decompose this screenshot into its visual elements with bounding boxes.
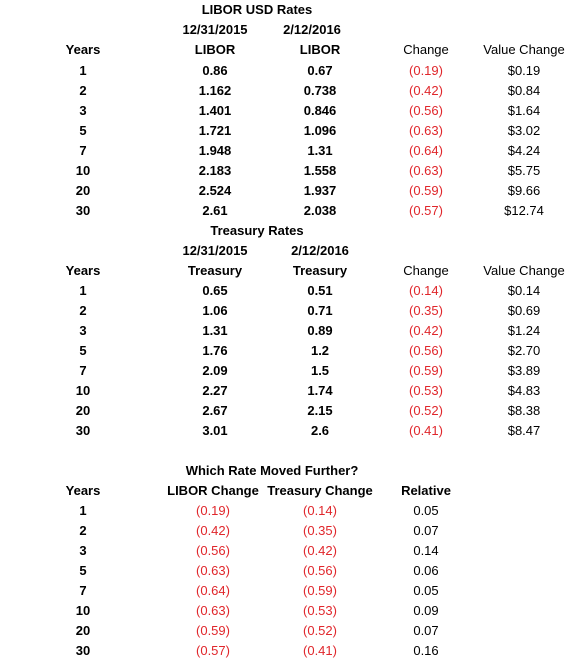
libor-change-cell: (0.63) xyxy=(196,563,230,578)
change-cell: (0.57) xyxy=(409,203,443,218)
libor-change-cell: (0.59) xyxy=(196,623,230,638)
libor-header-col1: LIBOR xyxy=(194,42,236,57)
change-cell: (0.19) xyxy=(409,63,443,78)
libor-12-31-cell: 1.948 xyxy=(198,143,232,158)
change-cell: (0.52) xyxy=(409,403,443,418)
change-cell: (0.63) xyxy=(409,163,443,178)
years-cell: 10 xyxy=(75,603,91,618)
libor-2-12-cell: 2.038 xyxy=(303,203,337,218)
years-cell: 3 xyxy=(79,103,87,118)
relative-cell: 0.07 xyxy=(413,623,439,638)
treasury-2-12-cell: 0.71 xyxy=(307,303,333,318)
treasury-2-12-cell: 2.6 xyxy=(310,423,330,438)
change-cell: (0.53) xyxy=(409,383,443,398)
value-change-cell: $1.64 xyxy=(507,103,541,118)
value-change-cell: $0.84 xyxy=(507,83,541,98)
libor-date1: 12/31/2015 xyxy=(182,22,248,37)
libor-date2: 2/12/2016 xyxy=(283,22,341,37)
comparison-header-libor-change: LIBOR Change xyxy=(167,483,259,498)
years-cell: 30 xyxy=(75,203,91,218)
change-cell: (0.59) xyxy=(409,363,443,378)
treasury-12-31-cell: 2.27 xyxy=(202,383,228,398)
relative-cell: 0.06 xyxy=(413,563,439,578)
relative-cell: 0.05 xyxy=(413,583,439,598)
value-change-cell: $4.24 xyxy=(507,143,541,158)
change-cell: (0.42) xyxy=(409,83,443,98)
treasury-12-31-cell: 0.65 xyxy=(202,283,228,298)
libor-2-12-cell: 1.31 xyxy=(307,143,333,158)
years-cell: 1 xyxy=(79,503,87,518)
value-change-cell: $0.69 xyxy=(507,303,541,318)
libor-header-years: Years xyxy=(65,42,101,57)
comparison-header-years: Years xyxy=(65,483,101,498)
value-change-cell: $0.14 xyxy=(507,283,541,298)
value-change-cell: $0.19 xyxy=(507,63,541,78)
libor-2-12-cell: 0.846 xyxy=(303,103,337,118)
relative-cell: 0.07 xyxy=(413,523,439,538)
treasury-title: Treasury Rates xyxy=(210,223,304,238)
value-change-cell: $8.38 xyxy=(507,403,541,418)
treasury-change-cell: (0.52) xyxy=(303,623,337,638)
value-change-cell: $8.47 xyxy=(507,423,541,438)
treasury-change-cell: (0.53) xyxy=(303,603,337,618)
libor-2-12-cell: 0.67 xyxy=(307,63,333,78)
treasury-12-31-cell: 2.09 xyxy=(202,363,228,378)
libor-12-31-cell: 1.401 xyxy=(198,103,232,118)
treasury-header-change: Change xyxy=(403,263,449,278)
comparison-header-relative: Relative xyxy=(401,483,451,498)
treasury-change-cell: (0.41) xyxy=(303,643,337,658)
years-cell: 1 xyxy=(79,283,87,298)
treasury-header-col2: Treasury xyxy=(292,263,348,278)
years-cell: 30 xyxy=(75,643,91,658)
years-cell: 5 xyxy=(79,343,87,358)
treasury-change-cell: (0.35) xyxy=(303,523,337,538)
change-cell: (0.56) xyxy=(409,343,443,358)
treasury-header-years: Years xyxy=(65,263,101,278)
value-change-cell: $9.66 xyxy=(507,183,541,198)
relative-cell: 0.14 xyxy=(413,543,439,558)
value-change-cell: $3.89 xyxy=(507,363,541,378)
change-cell: (0.63) xyxy=(409,123,443,138)
years-cell: 3 xyxy=(79,543,87,558)
change-cell: (0.59) xyxy=(409,183,443,198)
libor-12-31-cell: 2.183 xyxy=(198,163,232,178)
libor-12-31-cell: 2.61 xyxy=(202,203,228,218)
libor-2-12-cell: 1.096 xyxy=(303,123,337,138)
years-cell: 20 xyxy=(75,403,91,418)
libor-change-cell: (0.56) xyxy=(196,543,230,558)
value-change-cell: $12.74 xyxy=(504,203,544,218)
years-cell: 7 xyxy=(79,363,87,378)
libor-12-31-cell: 2.524 xyxy=(198,183,232,198)
treasury-12-31-cell: 1.31 xyxy=(202,323,228,338)
treasury-12-31-cell: 1.76 xyxy=(202,343,228,358)
change-cell: (0.56) xyxy=(409,103,443,118)
treasury-2-12-cell: 0.89 xyxy=(307,323,333,338)
libor-header-col2: LIBOR xyxy=(299,42,341,57)
years-cell: 20 xyxy=(75,183,91,198)
treasury-2-12-cell: 2.15 xyxy=(307,403,333,418)
treasury-change-cell: (0.59) xyxy=(303,583,337,598)
libor-change-cell: (0.57) xyxy=(196,643,230,658)
years-cell: 3 xyxy=(79,323,87,338)
value-change-cell: $4.83 xyxy=(507,383,541,398)
treasury-12-31-cell: 3.01 xyxy=(202,423,228,438)
treasury-date1: 12/31/2015 xyxy=(182,243,248,258)
treasury-2-12-cell: 1.2 xyxy=(310,343,330,358)
libor-header-change: Change xyxy=(403,42,449,57)
years-cell: 5 xyxy=(79,563,87,578)
libor-change-cell: (0.42) xyxy=(196,523,230,538)
years-cell: 2 xyxy=(79,303,87,318)
libor-change-cell: (0.64) xyxy=(196,583,230,598)
relative-cell: 0.09 xyxy=(413,603,439,618)
change-cell: (0.42) xyxy=(409,323,443,338)
change-cell: (0.14) xyxy=(409,283,443,298)
years-cell: 20 xyxy=(75,623,91,638)
libor-12-31-cell: 0.86 xyxy=(202,63,228,78)
libor-header-value-change: Value Change xyxy=(483,42,565,57)
libor-2-12-cell: 1.937 xyxy=(303,183,337,198)
libor-2-12-cell: 0.738 xyxy=(303,83,337,98)
libor-title: LIBOR USD Rates xyxy=(201,2,313,17)
libor-12-31-cell: 1.162 xyxy=(198,83,232,98)
comparison-header-treasury-change: Treasury Change xyxy=(267,483,373,498)
value-change-cell: $3.02 xyxy=(507,123,541,138)
years-cell: 10 xyxy=(75,383,91,398)
years-cell: 2 xyxy=(79,523,87,538)
treasury-2-12-cell: 0.51 xyxy=(307,283,333,298)
years-cell: 10 xyxy=(75,163,91,178)
years-cell: 5 xyxy=(79,123,87,138)
relative-cell: 0.05 xyxy=(413,503,439,518)
change-cell: (0.35) xyxy=(409,303,443,318)
treasury-12-31-cell: 2.67 xyxy=(202,403,228,418)
treasury-2-12-cell: 1.5 xyxy=(310,363,330,378)
change-cell: (0.41) xyxy=(409,423,443,438)
libor-change-cell: (0.63) xyxy=(196,603,230,618)
treasury-change-cell: (0.56) xyxy=(303,563,337,578)
libor-change-cell: (0.19) xyxy=(196,503,230,518)
libor-2-12-cell: 1.558 xyxy=(303,163,337,178)
years-cell: 2 xyxy=(79,83,87,98)
treasury-12-31-cell: 1.06 xyxy=(202,303,228,318)
comparison-title: Which Rate Moved Further? xyxy=(185,463,359,478)
years-cell: 1 xyxy=(79,63,87,78)
years-cell: 30 xyxy=(75,423,91,438)
years-cell: 7 xyxy=(79,143,87,158)
value-change-cell: $1.24 xyxy=(507,323,541,338)
treasury-date2: 2/12/2016 xyxy=(291,243,349,258)
value-change-cell: $2.70 xyxy=(507,343,541,358)
treasury-change-cell: (0.42) xyxy=(303,543,337,558)
treasury-change-cell: (0.14) xyxy=(303,503,337,518)
libor-12-31-cell: 1.721 xyxy=(198,123,232,138)
years-cell: 7 xyxy=(79,583,87,598)
value-change-cell: $5.75 xyxy=(507,163,541,178)
relative-cell: 0.16 xyxy=(413,643,439,658)
treasury-2-12-cell: 1.74 xyxy=(307,383,333,398)
change-cell: (0.64) xyxy=(409,143,443,158)
treasury-header-col1: Treasury xyxy=(187,263,243,278)
treasury-header-value-change: Value Change xyxy=(483,263,565,278)
